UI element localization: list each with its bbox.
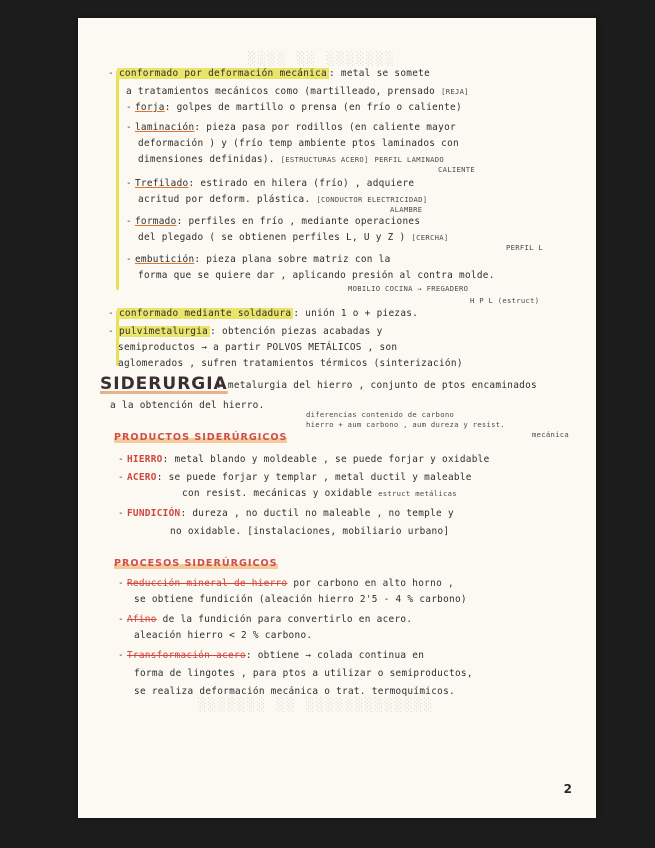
- dureza-note: hierro + aum carbono , aum dureza y resist.: [306, 420, 505, 429]
- perfil-laminado-note: PERFIL LAMINADO: [374, 155, 444, 164]
- transformacion-line: - Transformación acero: obtiene → colada continua en: [118, 650, 425, 661]
- laminacion-line-2: deformación ) y (frío temp ambiente ptos laminados con: [138, 138, 459, 149]
- cercha-note: [CERCHA]: [411, 233, 449, 242]
- transformacion-term: Transformación acero: [126, 650, 246, 661]
- embuticion-line-2: forma que se quiere dar , aplicando presión al contra molde.: [138, 270, 495, 281]
- alambre-note: ALAMBRE: [390, 205, 423, 214]
- embuticion-line: - embutición: pieza plana sobre matriz con la: [126, 254, 391, 265]
- estruct-note: estruct metálicas: [378, 489, 457, 498]
- conformado-line-2: a tratamientos mecánicos como (martilleado, prensado [REJA]: [126, 86, 469, 97]
- bleed-through-text: ░░░░ ░░ ░░░░░░░: [248, 52, 396, 67]
- productos-heading: PRODUCTOS SIDERÚRGICOS: [114, 432, 288, 443]
- procesos-heading: PROCESOS SIDERÚRGICOS: [114, 558, 278, 569]
- reja-note: [REJA]: [441, 87, 469, 96]
- hierro-line: - HIERRO: metal blando y moldeable , se puede forjar y oxidable: [118, 454, 490, 465]
- notebook-page: [78, 18, 596, 818]
- pulvi-line: - pulvimetalurgia : obtención piezas acabadas y: [108, 326, 383, 337]
- laminacion-line-3: dimensiones definidas). [ESTRUCTURAS ACERO] PERFIL LAMINADO: [138, 154, 444, 165]
- caliente-note: CALIENTE: [438, 165, 476, 174]
- acero-line: - ACERO: se puede forjar y templar , metal ductil y maleable: [118, 472, 472, 483]
- conformado-line: - conformado por deformación mecánica : metal se somete: [108, 68, 431, 79]
- transformacion-line-2: forma de lingotes , para ptos a utilizar o semiproductos,: [134, 668, 473, 679]
- afino-line: - Afino de la fundición para convertirlo en acero.: [118, 614, 413, 625]
- trefilado-line: - Trefilado: estirado en hilera (frío) , adquiere: [126, 178, 415, 189]
- forja-term: forja: [134, 102, 165, 113]
- forja-line: - forja: golpes de martillo o prensa (en frío o caliente): [126, 102, 462, 113]
- pulvi-line-2: semiproductos → a partir POLVOS METÁLICOS , son: [118, 342, 398, 353]
- siderurgia-line: : metalurgia del hierro , conjunto de ptos encaminados: [216, 380, 537, 391]
- conductor-note: [CONDUCTOR ELECTRICIDAD]: [316, 195, 428, 204]
- hierro-term: HIERRO: [126, 454, 163, 465]
- acero-line-2: con resist. mecánicas y oxidable estruct metálicas: [182, 488, 457, 499]
- page-number: 2: [563, 782, 572, 796]
- pulvi-term: pulvimetalurgia: [118, 326, 209, 337]
- soldadura-term: conformado mediante soldadura: [118, 308, 292, 319]
- afino-line-2: aleación hierro < 2 % carbono.: [134, 630, 313, 641]
- formado-line: - formado: perfiles en frío , mediante operaciones: [126, 216, 421, 227]
- carbono-note: diferencias contenido de carbono: [306, 410, 455, 419]
- siderurgia-line-2: a la obtención del hierro.: [110, 400, 265, 411]
- reduccion-line-2: se obtiene fundición (aleación hierro 2'5 - 4 % carbono): [134, 594, 467, 605]
- embuticion-term: embutición: [134, 254, 195, 265]
- bleed-through-text: ░░░░░░░ ░░ ░░░░░░░░░░░░░: [198, 698, 434, 713]
- fundicion-term: FUNDICIÓN: [126, 508, 181, 519]
- margin-highlight-bar: [116, 70, 119, 290]
- soldadura-line: - conformado mediante soldadura : unión 1 o + piezas.: [108, 308, 419, 319]
- reduccion-line: - Reducción mineral de hierro por carbono en alto horno ,: [118, 578, 454, 589]
- formado-term: formado: [134, 216, 177, 227]
- formado-line-2: del plegado ( se obtienen perfiles L, U y Z ) [CERCHA]: [138, 232, 449, 243]
- mecanica-note: mecánica: [532, 430, 570, 439]
- pulvi-line-3: aglomerados , sufren tratamientos térmicos (sinterización): [118, 358, 463, 369]
- hpl-note: H P L (estruct): [470, 296, 540, 305]
- siderurgia-title: SIDERURGIA: [100, 374, 228, 394]
- trefilado-line-2: acritud por deform. plástica. [CONDUCTOR ELECTRICIDAD]: [138, 194, 428, 205]
- fundicion-line-2: no oxidable. [instalaciones, mobiliario urbano]: [170, 526, 450, 537]
- laminacion-line: - laminación: pieza pasa por rodillos (en caliente mayor: [126, 122, 456, 133]
- conformado-term: conformado por deformación mecánica: [118, 68, 328, 79]
- estructuras-note: [ESTRUCTURAS ACERO]: [280, 155, 369, 164]
- perfil-l-note: PERFIL L: [506, 243, 544, 252]
- mobilio-note: MOBILIO COCINA → FREGADERO: [348, 284, 469, 293]
- reduccion-term: Reducción mineral de hierro: [126, 578, 288, 589]
- fundicion-line: - FUNDICIÓN: dureza , no ductil no maleable , no temple y: [118, 508, 454, 519]
- laminacion-term: laminación: [134, 122, 195, 133]
- trefilado-term: Trefilado: [134, 178, 189, 189]
- acero-term: ACERO: [126, 472, 157, 483]
- afino-term: Afino: [126, 614, 157, 625]
- transformacion-line-3: se realiza deformación mecánica o trat. termoquímicos.: [134, 686, 455, 697]
